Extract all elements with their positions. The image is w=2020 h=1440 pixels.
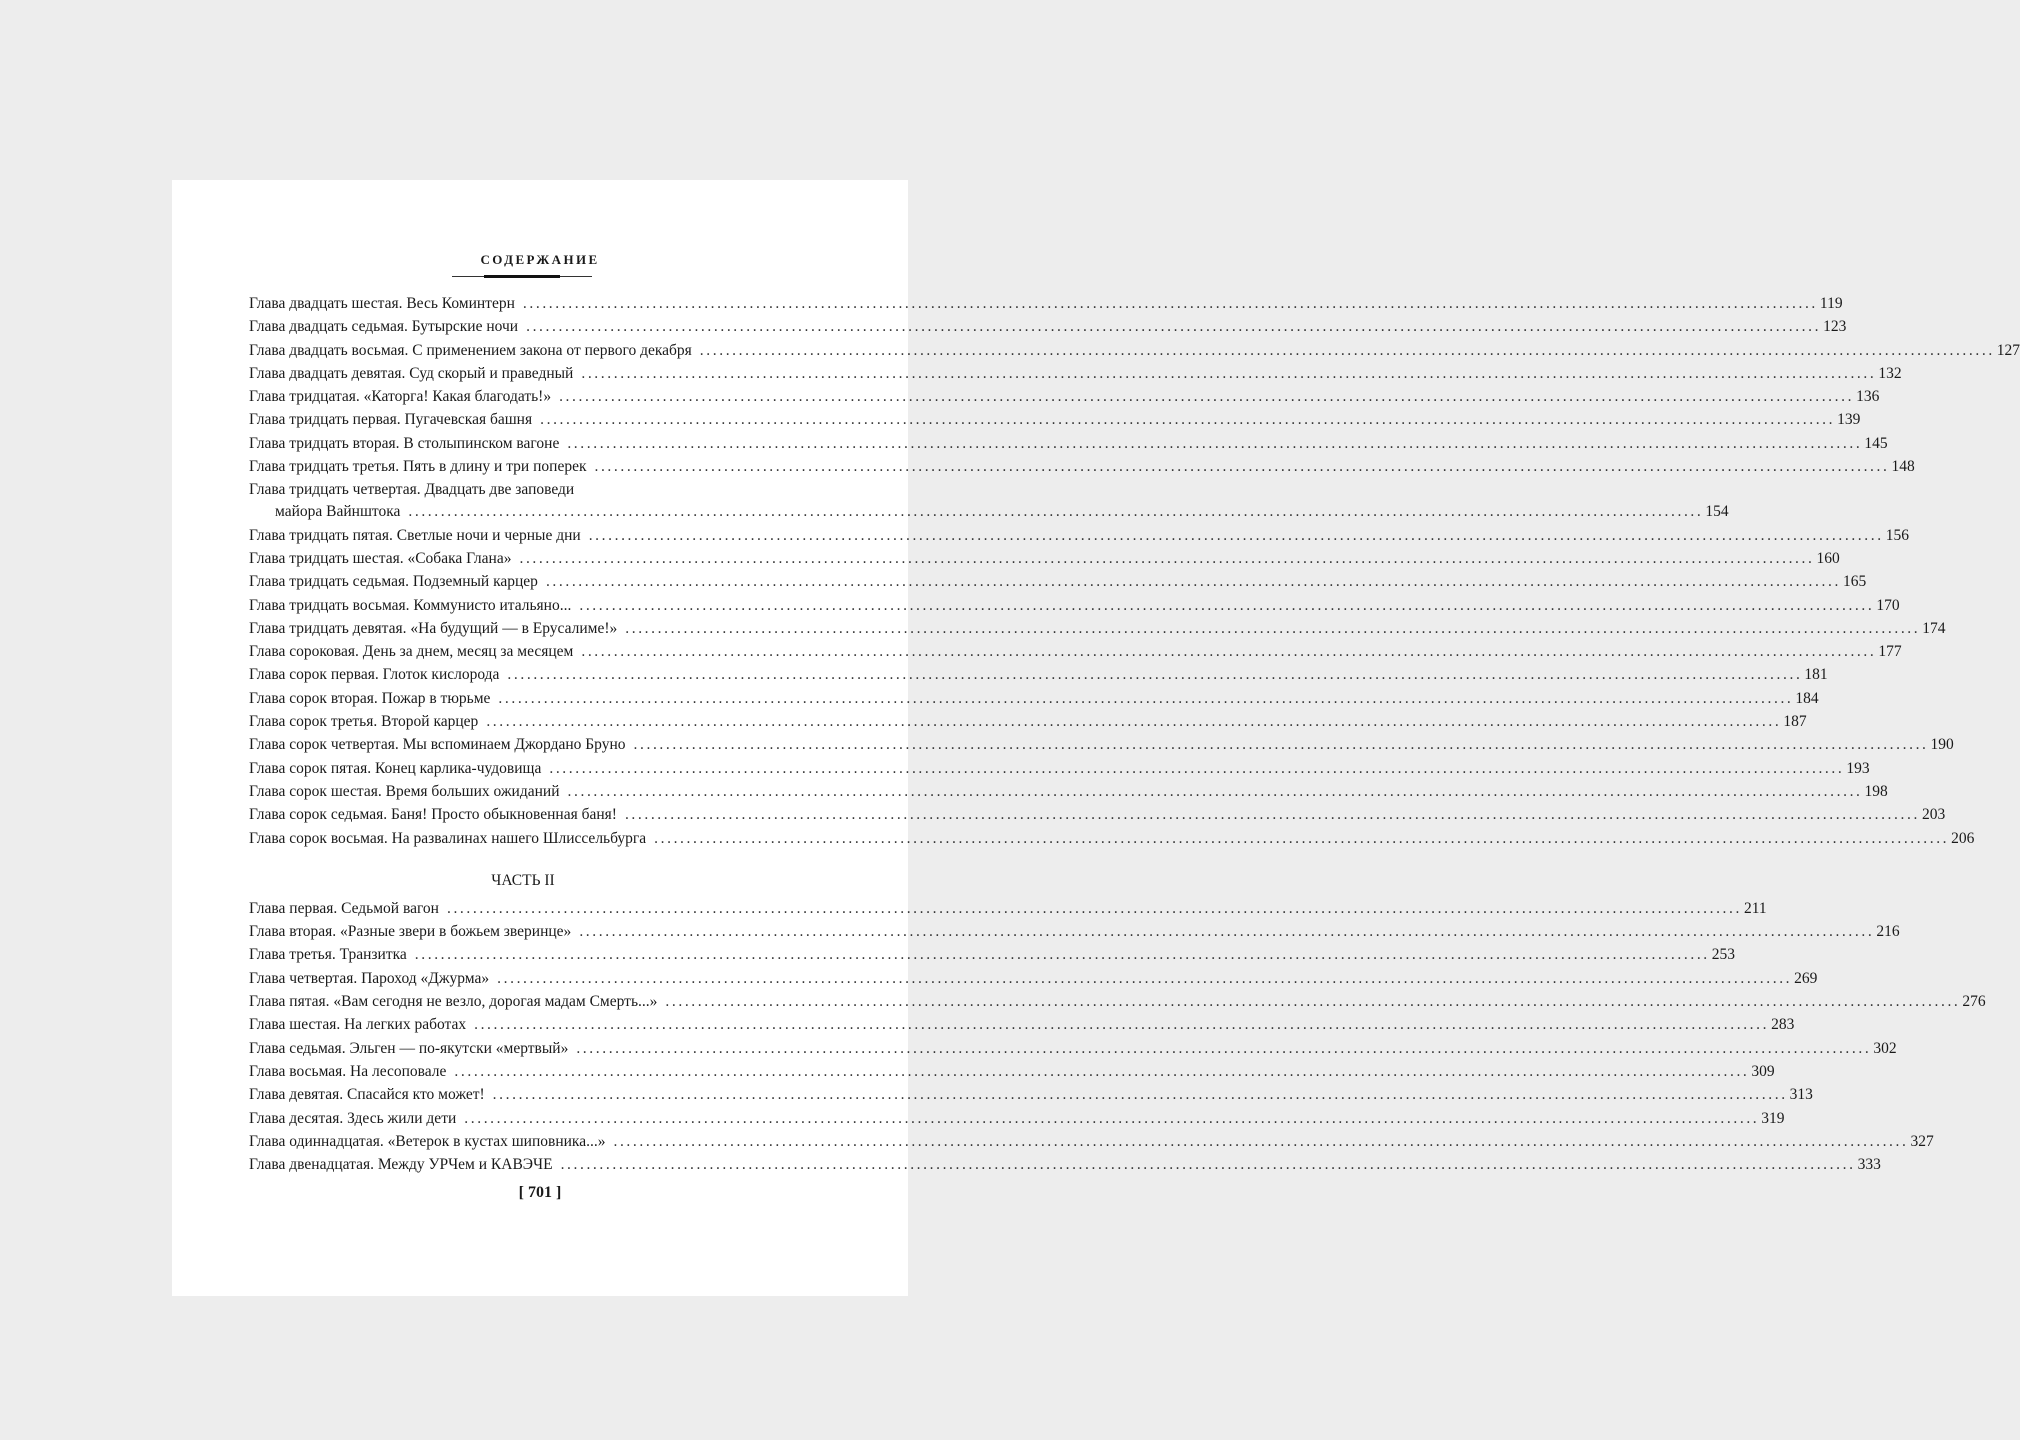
toc-entry-wrapped-line2: майора Вайнштока ........................................................................................................................................................................................................ 154	[249, 500, 797, 523]
toc-page-number: 170	[1876, 596, 1900, 614]
toc-entry-title: Глава пятая. «Вам сегодня не везло, дорогая мадам Смерть...»	[249, 993, 658, 1011]
toc-entry-title: Глава тридцать девятая. «На будущий — в Ерусалиме!»	[249, 619, 618, 637]
toc-entry-title: Глава сорок восьмая. На развалинах нашего Шлиссельбурга	[249, 829, 647, 847]
toc-entry-title: Глава первая. Седьмой вагон	[249, 899, 439, 917]
leader-dots: ........................................................................................................................................................................................................	[633, 736, 1929, 754]
toc-page-number: 139	[1837, 411, 1861, 429]
leader-dots: ........................................................................................................................................................................................................	[446, 899, 1742, 917]
toc-page-number: 154	[1705, 503, 1729, 521]
toc-entry-title: Глава двадцать девятая. Суд скорый и праведный	[249, 364, 574, 382]
toc-entry-title: Глава тридцать третья. Пять в длину и три поперек	[249, 458, 587, 476]
leader-dots: ........................................................................................................................................................................................................	[581, 364, 1877, 382]
toc-entry-title: Глава тридцать пятая. Светлые ночи и черные дни	[249, 526, 581, 544]
toc-page-number: 327	[1910, 1132, 1934, 1150]
leader-dots: ........................................................................................................................................................................................................	[486, 713, 1782, 731]
toc-page-number: 283	[1771, 1016, 1795, 1034]
leader-dots: ........................................................................................................................................................................................................	[522, 295, 1818, 312]
toc-entry-title: Глава двадцать седьмая. Бутырские ночи	[249, 318, 519, 336]
toc-entry	[249, 967, 1818, 990]
toc-page-number: 123	[1823, 318, 1847, 336]
toc-page-number: 216	[1876, 923, 1900, 941]
leader-dots: ........................................................................................................................................................................................................	[579, 923, 1875, 941]
leader-dots: ........................................................................................................................................................................................................	[588, 526, 1884, 544]
toc-entry-title: Глава шестая. На легких работах	[249, 1016, 467, 1034]
table-of-contents	[249, 292, 2020, 1176]
toc-entry	[249, 524, 1909, 547]
leader-dots: ........................................................................................................................................................................................................	[567, 782, 1863, 800]
toc-entry	[249, 1083, 1813, 1106]
toc-entry	[249, 990, 1986, 1013]
leader-dots: ........................................................................................................................................................................................................	[526, 318, 1822, 336]
toc-entry-title: Глава тридцать седьмая. Подземный карцер	[249, 573, 538, 591]
leader-dots: ........................................................................................................................................................................................................	[519, 549, 1815, 567]
toc-entry	[249, 1107, 1785, 1130]
toc-entry-title: Глава одиннадцатая. «Ветерок в кустах шиповника...»	[249, 1132, 606, 1150]
toc-entry	[249, 408, 1861, 431]
toc-entry	[249, 757, 1870, 780]
leader-dots: ........................................................................................................................................................................................................	[625, 619, 1921, 637]
leader-dots: ........................................................................................................................................................................................................	[474, 1016, 1770, 1034]
part1-entries	[249, 292, 2020, 478]
toc-entry	[249, 1130, 1934, 1153]
toc-entry-title: Глава седьмая. Эльген — по-якутски «мертвый»	[249, 1039, 569, 1057]
leader-dots: ........................................................................................................................................................................................................	[492, 1086, 1788, 1104]
toc-entry	[249, 339, 2020, 362]
leader-dots: ........................................................................................................................................................................................................	[454, 1062, 1750, 1080]
toc-entry	[249, 547, 1840, 570]
toc-entry	[249, 663, 1828, 686]
toc-entry-title: Глава тридцать вторая. В столыпинском вагоне	[249, 434, 560, 452]
toc-page-number: 181	[1804, 666, 1828, 684]
leader-dots: ........................................................................................................................................................................................................	[613, 1132, 1909, 1150]
toc-page-number: 145	[1864, 434, 1888, 452]
toc-entry-title: Глава сороковая. День за днем, месяц за месяцем	[249, 643, 574, 661]
leader-dots: ........................................................................................................................................................................................................	[624, 806, 1920, 824]
toc-entry-title: Глава тридцать восьмая. Коммунисто итальяно...	[249, 596, 572, 614]
toc-entry-title: Глава сорок третья. Второй карцер	[249, 713, 479, 731]
toc-entry-title: Глава девятая. Спасайся кто может!	[249, 1086, 485, 1104]
leader-dots: ........................................................................................................................................................................................................	[567, 434, 1863, 452]
page-number: [ 701 ]	[518, 1184, 562, 1201]
toc-entry	[249, 803, 1946, 826]
toc-page-number: 177	[1878, 643, 1902, 661]
leader-dots: ........................................................................................................................................................................................................	[414, 946, 1710, 964]
toc-page-number: 165	[1842, 573, 1867, 591]
toc-page-number: 309	[1751, 1062, 1775, 1080]
toc-entry-title: Глава восьмая. На лесоповале	[249, 1062, 447, 1080]
toc-entry	[249, 1013, 1795, 1036]
leader-dots: ........................................................................................................................................................................................................	[498, 689, 1794, 707]
toc-page-number: 136	[1856, 388, 1880, 406]
toc-entry	[249, 897, 1767, 920]
toc-entry	[249, 920, 1900, 943]
toc-entry	[249, 733, 1954, 756]
toc-page-number: 313	[1789, 1086, 1813, 1104]
toc-page-number: 193	[1846, 759, 1870, 777]
toc-page-number: 187	[1783, 713, 1807, 731]
toc-entry-title: Глава тридцать шестая. «Собака Глана»	[249, 549, 512, 567]
toc-page-number: 184	[1795, 689, 1819, 707]
toc-entry	[249, 292, 1843, 315]
toc-page-number: 190	[1930, 736, 1954, 754]
toc-page-number: 119	[1819, 295, 1843, 312]
leader-dots: ........................................................................................................................................................................................................	[654, 829, 1950, 847]
toc-entry-title: Глава вторая. «Разные звери в божьем зверинце»	[249, 923, 572, 941]
leader-dots: ........................................................................................................................................................................................................	[581, 643, 1877, 661]
toc-entry-title: Глава сорок вторая. Пожар в тюрьме	[249, 689, 491, 707]
header-rule-accent	[484, 275, 560, 278]
toc-entry-title: Глава двадцать шестая. Весь Коминтерн	[249, 295, 515, 312]
toc-page-number: 203	[1921, 806, 1946, 824]
leader-dots: ........................................................................................................................................................................................................	[665, 993, 1961, 1011]
toc-entry	[249, 455, 1915, 478]
toc-page-number: 302	[1873, 1039, 1897, 1057]
toc-page-number: 269	[1794, 969, 1818, 987]
toc-page-number: 156	[1885, 526, 1909, 544]
toc-entry	[249, 617, 1946, 640]
toc-entry-title: Глава тридцать первая. Пугачевская башня	[249, 411, 533, 429]
toc-entry	[249, 315, 1847, 338]
toc-entry	[249, 687, 1819, 710]
toc-entry-title: Глава двенадцатая. Между УРЧем и КАВЭЧЕ	[249, 1156, 553, 1174]
leader-dots: ........................................................................................................................................................................................................	[594, 458, 1890, 476]
leader-dots: ........................................................................................................................................................................................................	[540, 411, 1836, 429]
toc-entry	[249, 362, 1902, 385]
toc-page-number: 253	[1711, 946, 1736, 964]
toc-entry	[249, 943, 1736, 966]
toc-page-number: 206	[1951, 829, 1975, 847]
toc-page-number: 211	[1743, 899, 1767, 917]
toc-page-number: 276	[1962, 993, 1986, 1011]
part2-entries	[249, 897, 1986, 1177]
toc-entry-title: Глава двадцать восьмая. С применением закона от первого декабря	[249, 341, 692, 359]
leader-dots: ........................................................................................................................................................................................................	[549, 759, 1845, 777]
toc-entry-title: Глава сорок пятая. Конец карлика-чудовища	[249, 759, 542, 777]
toc-entry	[249, 432, 1888, 455]
toc-entry	[249, 1060, 1775, 1083]
toc-page-number: 127	[1996, 341, 2020, 359]
leader-dots: ........................................................................................................................................................................................................	[576, 1039, 1872, 1057]
toc-entry	[249, 1153, 1881, 1176]
toc-entry-title: Глава третья. Транзитка	[249, 946, 407, 964]
part1-entries-continued	[249, 524, 1975, 850]
toc-entry-title: Глава четвертая. Пароход «Джурма»	[249, 969, 490, 987]
toc-entry-title: Глава сорок шестая. Время больших ожиданий	[249, 782, 560, 800]
leader-dots: ........................................................................................................................................................................................................	[559, 388, 1855, 406]
toc-entry-title: Глава десятая. Здесь жили дети	[249, 1109, 457, 1127]
toc-entry	[249, 780, 1888, 803]
leader-dots: ........................................................................................................................................................................................................	[545, 573, 1841, 591]
toc-entry	[249, 1037, 1897, 1060]
toc-page-number: 333	[1857, 1156, 1881, 1174]
toc-entry	[249, 710, 1807, 733]
leader-dots: ........................................................................................................................................................................................................	[497, 969, 1793, 987]
leader-dots: ........................................................................................................................................................................................................	[699, 341, 1995, 359]
toc-page-number: 160	[1816, 549, 1840, 567]
toc-page-number: 132	[1878, 364, 1902, 382]
toc-entry	[249, 640, 1902, 663]
page-header: СОДЕРЖАНИЕ	[480, 252, 600, 267]
toc-entry	[249, 594, 1900, 617]
leader-dots: ........................................................................................................................................................................................................	[408, 503, 1704, 521]
toc-entry	[249, 570, 1867, 593]
book-page	[172, 180, 2020, 1296]
part2-heading: ЧАСТЬ II	[491, 871, 555, 889]
toc-entry-title: Глава тридцатая. «Каторга! Какая благодать!»	[249, 388, 552, 406]
leader-dots: ........................................................................................................................................................................................................	[560, 1156, 1856, 1174]
toc-entry-title: Глава сорок первая. Глоток кислорода	[249, 666, 500, 684]
toc-page-number: 319	[1761, 1109, 1785, 1127]
toc-entry	[249, 827, 1975, 850]
toc-entry	[249, 385, 1880, 408]
toc-page-number: 174	[1922, 619, 1946, 637]
leader-dots: ........................................................................................................................................................................................................	[579, 596, 1875, 614]
toc-entry-wrapped-line1: Глава тридцать четвертая. Двадцать две заповеди	[249, 481, 575, 499]
toc-page-number: 198	[1864, 782, 1888, 800]
leader-dots: ........................................................................................................................................................................................................	[507, 666, 1803, 684]
toc-entry-title: Глава сорок четвертая. Мы вспоминаем Джордано Бруно	[249, 736, 626, 754]
toc-entry-title: Глава сорок седьмая. Баня! Просто обыкновенная баня!	[249, 806, 617, 824]
leader-dots: ........................................................................................................................................................................................................	[464, 1109, 1760, 1127]
toc-page-number: 148	[1891, 458, 1915, 476]
